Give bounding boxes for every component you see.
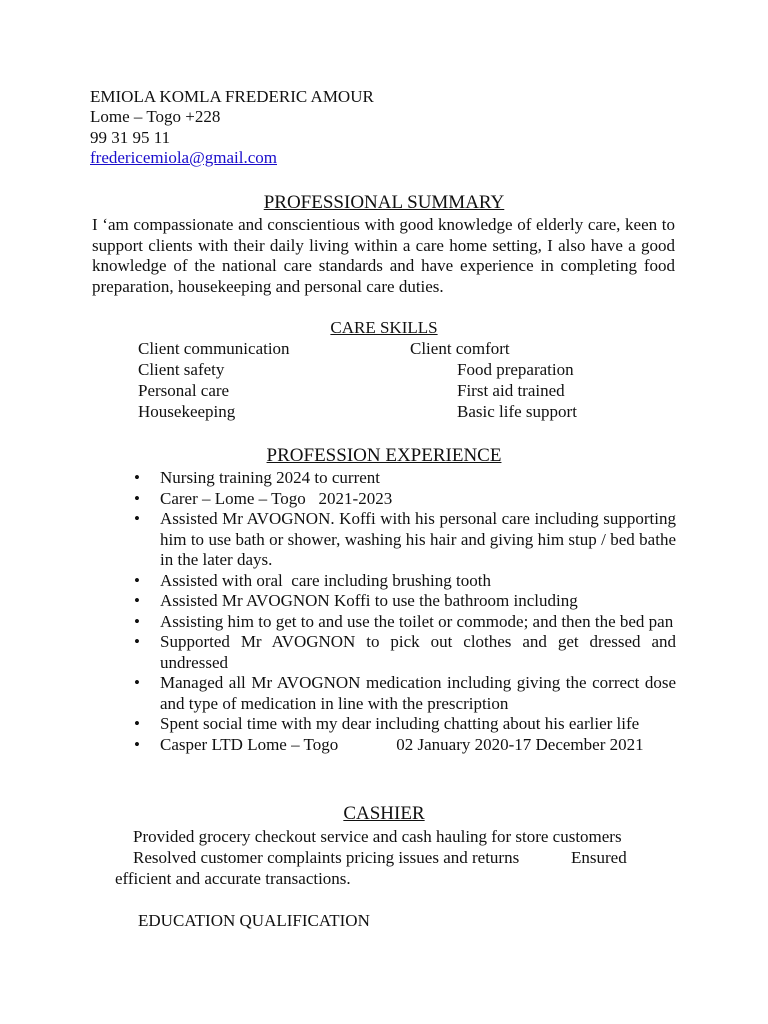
list-item: • Spent social time with my dear including chatting about his earlier life — [160, 714, 676, 735]
list-item: • Supported Mr AVOGNON to pick out clothes and get dressed and undressed — [160, 632, 676, 673]
cashier-duty-1: Provided grocery checkout service and cash hauling for store customers — [133, 827, 622, 846]
experience-list — [160, 468, 676, 755]
skill-basic-life-support: Basic life support — [457, 402, 577, 421]
skill-personal-care: Personal care — [138, 381, 230, 400]
list-item-casper — [160, 735, 676, 756]
cashier-duty-3-start: Ensured — [571, 848, 627, 867]
candidate-location: Lome – Togo +228 — [90, 107, 221, 126]
skill-housekeeping: Housekeeping — [138, 402, 236, 421]
professional-summary-text: I ‘am compassionate and conscientious with good knowledge of elderly care, keen to support clients with their daily living within a care home setting, I also have a good knowledge of the national care standards and have experience in completing food preparation, housekeeping and personal care duties. — [92, 215, 675, 296]
education-heading: EDUCATION QUALIFICATION — [138, 911, 370, 930]
list-item: • Assisting him to get to and use the toilet or commode; and then the bed pan — [160, 612, 676, 633]
candidate-name: EMIOLA KOMLA FREDERIC AMOUR — [90, 87, 374, 106]
cashier-heading: CASHIER — [343, 803, 425, 824]
list-item: • Carer – Lome – Togo 2021-2023 — [160, 489, 676, 510]
list-item: • Assisted Mr AVOGNON. Koffi with his personal care including supporting him to use bath or shower, washing his hair and giving him stup / bed bathe in the later days. — [160, 509, 676, 571]
list-item: • Assisted with oral care including brushing tooth — [160, 571, 676, 592]
casper-dates: 02 January 2020-17 December 2021 — [396, 734, 644, 754]
candidate-phone: 99 31 95 11 — [90, 128, 171, 147]
casper-company: Casper LTD Lome – Togo — [160, 734, 339, 754]
care-skills-heading: CARE SKILLS — [330, 318, 438, 337]
skill-first-aid-trained: First aid trained — [457, 381, 565, 400]
cashier-duty-3-end: efficient and accurate transactions. — [115, 869, 351, 888]
profession-experience-heading: PROFESSION EXPERIENCE — [266, 445, 502, 466]
skill-food-preparation: Food preparation — [457, 360, 574, 379]
list-item: • Assisted Mr AVOGNON Koffi to use the bathroom including — [160, 591, 676, 612]
skill-client-communication: Client communication — [138, 339, 290, 358]
email-link[interactable]: fredericemiola@gmail.com — [90, 148, 277, 167]
skill-client-safety: Client safety — [138, 360, 225, 379]
cashier-duty-2: Resolved customer complaints pricing issues and returns — [133, 848, 520, 867]
list-item: • Managed all Mr AVOGNON medication including giving the correct dose and type of medication in line with the prescription — [160, 673, 676, 714]
professional-summary-heading: PROFESSIONAL SUMMARY — [263, 192, 505, 213]
list-item: • Nursing training 2024 to current — [160, 468, 676, 489]
skill-client-comfort: Client comfort — [410, 339, 510, 358]
